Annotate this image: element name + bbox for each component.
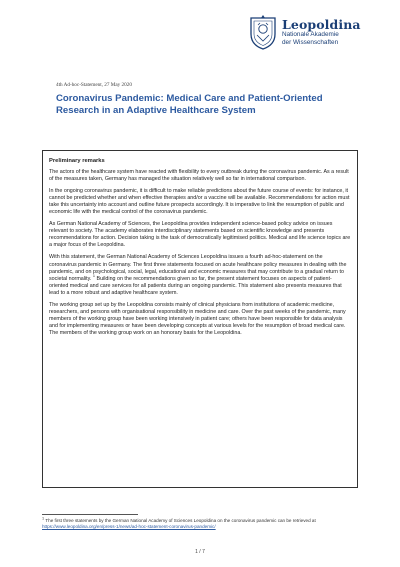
logo-subtitle-line-2: der Wissenschaften xyxy=(282,38,339,46)
paragraph-4-continued: Building on the recommendations given so far, the present statement focuses on aspects of patient-oriented medical and care services for all patients during an ongoing pandemic. This statement also presents measures that lead to a more robust and adaptive healthcare system. xyxy=(49,275,342,296)
footnote-text: The first three statements by the German National Academy of Sciences Leopoldina on the coronavirus pandemic can be retrieved at xyxy=(45,518,316,523)
paragraph-4-text: With this statement, the German National Academy of Sciences Leopoldina issues a fourth ad-hoc-statement on the coronavirus pandemic in Germany. The first three statements focused on acute healthcare policy measures in dealing with the pandemic, and on psychological, social, legal, educational and economic measures that may contribute to a gradual return to societal normality. xyxy=(49,254,347,282)
footnote-reference[interactable]: 1 xyxy=(92,273,95,278)
paragraph-5: The working group set up by the Leopoldina consists mainly of clinical physicians from institutions of academic medicine, researchers, and persons with organisational responsibility in medicine and care. Over the past weeks of the pandemic, many members of the working group have been working intensively in patient care; others have been responsible for data analysis and for implementing measures or have been developing concepts at various levels for the resumption of broad medical care. The members of the working group work on an honorary basis for the Leopoldina. xyxy=(49,301,346,336)
logo-subtitle-line-1: Nationale Akademie xyxy=(282,31,339,38)
preliminary-remarks-box xyxy=(42,150,358,488)
page-number: 1 / 7 xyxy=(195,549,205,555)
footnote xyxy=(42,518,358,530)
paragraph-2: In the ongoing coronavirus pandemic, it is difficult to make reliable predictions about the future course of events: for instance, it cannot be predicted whether and when effective therapies and/or a vaccine will be available. Recommendations for action must take this uncertainty into account and outline future prospects accordingly. It is imperative to link the resumption of public and economic life with the medical control of the coronavirus pandemic. xyxy=(49,188,350,216)
footnote-link[interactable]: https://www.leopoldina.org/en/press-1/news/ad-hoc-statement-coronavirus-pandemic/ xyxy=(42,524,216,529)
statement-meta: 4th Ad-hoc-Statement, 27 May 2020 xyxy=(56,82,132,88)
academy-seal-icon xyxy=(248,14,278,50)
logo-wordmark xyxy=(282,18,361,46)
paragraph-4 xyxy=(49,254,351,296)
footnote-divider xyxy=(42,514,138,515)
leopoldina-logo xyxy=(248,14,378,52)
box-heading: Preliminary remarks xyxy=(49,158,105,164)
footnote-mark: 1 xyxy=(42,516,45,521)
logo-name: Leopoldina xyxy=(282,17,361,32)
document-title: Coronavirus Pandemic: Medical Care and Patient-Oriented Research in an Adaptive Healthcare System xyxy=(56,93,323,117)
paragraph-1: The actors of the healthcare system have reacted with flexibility to every outbreak during the coronavirus pandemic. As a result of the measures taken, Germany has managed the situation relatively well so far in international comparison. xyxy=(49,169,349,183)
paragraph-3: As German National Academy of Sciences, the Leopoldina provides independent science-based policy advice on issues relevant to society. The academy elaborates interdisciplinary statements based on scientific knowledge and presents recommendations for action. Decision taking is the task of democratically legitimised politics. Medical and life science topics are a major focus of the Leopoldina. xyxy=(49,221,351,249)
